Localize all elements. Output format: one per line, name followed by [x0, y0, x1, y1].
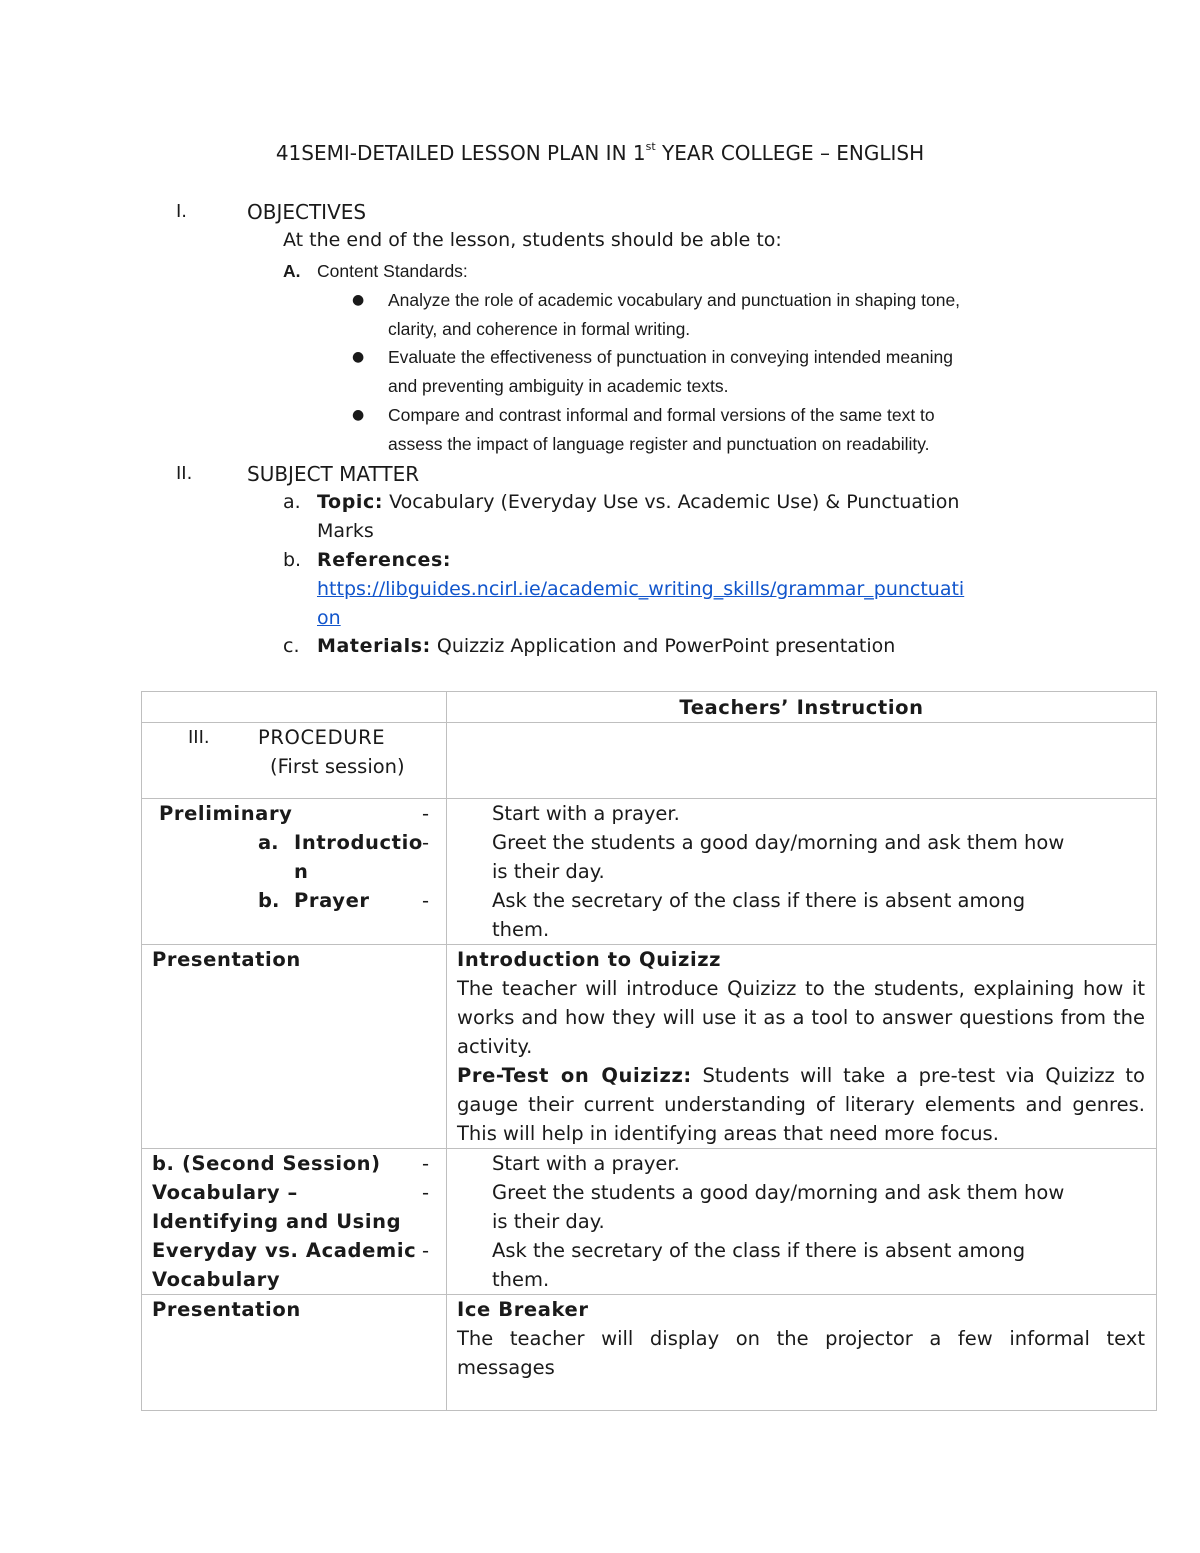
table-row: [142, 1149, 1157, 1295]
reference-link-line2[interactable]: on: [317, 607, 341, 629]
prayer-label: Prayer: [294, 889, 370, 912]
introduction-letter: a.: [258, 831, 279, 854]
bullet-icon: ●: [352, 407, 365, 423]
materials-letter: c.: [283, 635, 300, 657]
quizizz-paragraph: The teacher will introduce Quizizz to the students, explaining how it works and how they will use it as a tool to answer questions from the activity.: [457, 977, 1145, 1058]
subject-heading: SUBJECT MATTER: [247, 462, 420, 486]
subject-numeral: II.: [176, 463, 193, 484]
objectives-numeral: I.: [176, 201, 188, 222]
procedure-table: [141, 691, 1157, 1411]
objectives-heading: OBJECTIVES: [247, 200, 367, 224]
teachers-instruction-header: Teachers’ Instruction: [447, 692, 1157, 723]
table-row: [142, 1295, 1157, 1411]
materials-line: Materials: Quizziz Application and PowerPoint presentation: [317, 635, 896, 657]
reference-link[interactable]: [317, 575, 964, 633]
quizizz-heading: Introduction to Quizizz: [457, 948, 722, 971]
presentation-label: Presentation: [142, 945, 447, 1149]
table-header-empty-cell: [142, 692, 447, 723]
ice-breaker-heading: Ice Breaker: [457, 1298, 589, 1321]
topic-letter: a.: [283, 491, 301, 513]
preliminary-label: Preliminary: [159, 802, 293, 825]
objective-bullet-2: Evaluate the effectiveness of punctuation in conveying intended meaning and preventing ambiguity in academic texts.: [388, 347, 953, 396]
list-item: - Start with a prayer.: [422, 1152, 680, 1175]
prayer-letter: b.: [258, 889, 280, 912]
topic-line: Topic: Vocabulary (Everyday Use vs. Academic Use) & Punctuation Marks: [317, 491, 960, 542]
procedure-numeral: III.: [188, 727, 210, 748]
presentation-instructions: [447, 945, 1157, 1149]
objective-bullet-1: Analyze the role of academic vocabulary and punctuation in shaping tone, clarity, and coherence in formal writing.: [388, 290, 961, 339]
title-superscript: st: [645, 140, 656, 154]
presentation-instructions-2: [447, 1295, 1157, 1411]
list-item: - Greet the students a good day/morning and ask them how is their day.: [422, 1181, 1065, 1233]
ice-breaker-paragraph: The teacher will display on the projector a few informal text messages: [457, 1327, 1145, 1379]
content-standards-label: Content Standards:: [317, 261, 468, 281]
procedure-cell: [142, 723, 447, 799]
pretest-paragraph: Pre-Test on Quizizz: Students will take a pre-test via Quizizz to gauge their current understanding of literary elements and genres. This will help in identifying areas that need more focus.: [457, 1064, 1145, 1145]
preliminary-cell: [142, 799, 447, 945]
second-session-instructions: [422, 1149, 1157, 1295]
table-row: [142, 799, 1157, 945]
procedure-label: PROCEDURE: [258, 726, 386, 749]
presentation-label-2: Presentation: [142, 1295, 447, 1411]
references-label: References:: [317, 549, 452, 571]
preliminary-instructions: [422, 799, 1157, 945]
list-item: - Start with a prayer.: [422, 802, 680, 825]
list-item: - Ask the secretary of the class if there is absent among them.: [422, 1239, 1026, 1291]
objectives-intro: At the end of the lesson, students should be able to:: [283, 229, 782, 251]
table-row: [142, 945, 1157, 1149]
document-title: 41SEMI-DETAILED LESSON PLAN IN 1st YEAR COLLEGE – ENGLISH: [275, 140, 925, 165]
introduction-label: Introductio n: [294, 831, 423, 883]
objective-bullet-3: Compare and contrast informal and formal versions of the same text to assess the impact of language register and punctuation on readability.: [388, 405, 935, 454]
table-row: [142, 723, 1157, 799]
content-standards-letter: A.: [283, 261, 301, 281]
second-session-cell: b. (Second Session) Vocabulary – Identifying and Using Everyday vs. Academic Vocabulary: [142, 1149, 447, 1295]
bullet-icon: ●: [352, 292, 365, 308]
procedure-session: (First session): [270, 755, 405, 778]
reference-link-line1[interactable]: https://libguides.ncirl.ie/academic_writing_skills/grammar_punctuati: [317, 578, 965, 600]
list-item: - Ask the secretary of the class if there is absent among them.: [422, 889, 1026, 941]
table-header-row: [142, 692, 1157, 723]
list-item: - Greet the students a good day/morning and ask them how is their day.: [422, 831, 1065, 883]
references-letter: b.: [283, 549, 302, 571]
bullet-icon: ●: [352, 349, 365, 365]
